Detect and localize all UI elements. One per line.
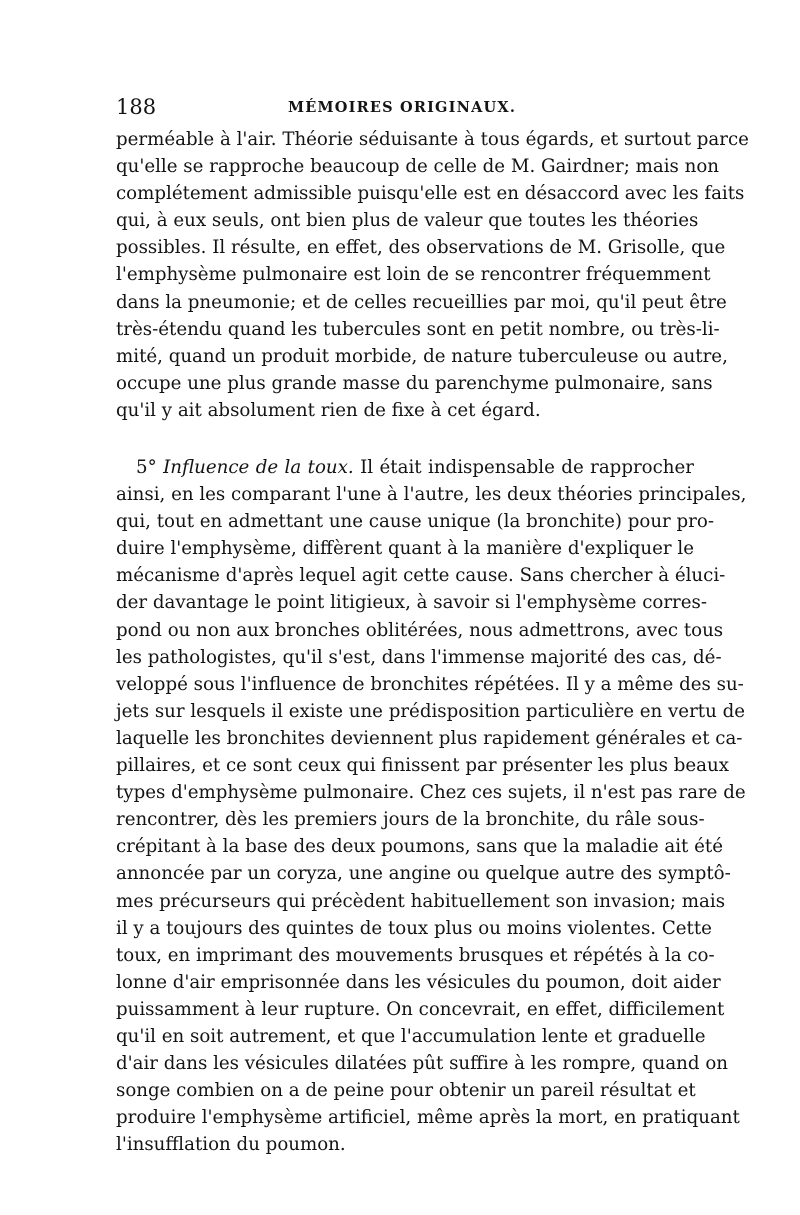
text-line: les pathologistes, qu'il s'est, dans l'immense majorité des cas, dé- — [116, 646, 722, 668]
text-line: très-étendu quand les tubercules sont en petit nombre, ou très-li- — [116, 318, 720, 340]
text-line: veloppé sous l'influence de bronchites répétées. Il y a même des su- — [116, 673, 744, 695]
text-line: qui, à eux seuls, ont bien plus de valeur que toutes les théories — [116, 210, 699, 232]
section-heading: Influence de la toux. — [163, 457, 354, 478]
text-line: occupe une plus grande masse du parenchyme pulmonaire, sans — [116, 372, 713, 394]
text-line: rencontrer, dès les premiers jours de la bronchite, du râle sous- — [116, 809, 705, 831]
section-first-line-text: Il était indispensable de rapprocher — [360, 457, 694, 478]
page-number: 188 — [116, 95, 157, 119]
text-line: songe combien on a de peine pour obtenir un pareil résultat et — [116, 1080, 696, 1102]
section-first-line — [116, 454, 694, 481]
text-line: laquelle les bronchites deviennent plus rapidement générales et ca- — [116, 727, 743, 749]
text-line: lonne d'air emprisonnée dans les vésicules du poumon, doit aider — [116, 971, 721, 993]
paragraph-2 — [116, 454, 747, 1158]
text-line: pond ou non aux bronches oblitérées, nous admettrons, avec tous — [116, 619, 724, 641]
text-line: ainsi, en les comparant l'une à l'autre, les deux théories principales, — [116, 484, 747, 506]
text-line: il y a toujours des quintes de toux plus ou moins violentes. Cette — [116, 917, 712, 939]
running-head — [116, 93, 696, 123]
text-line: l'insufflation du poumon. — [116, 1134, 346, 1156]
text-line: der davantage le point litigieux, à savoir si l'emphysème corres- — [116, 592, 707, 614]
text-line: mes précurseurs qui précèdent habituellement son invasion; mais — [116, 890, 726, 912]
text-line: qu'il y ait absolument rien de fixe à cet égard. — [116, 399, 541, 421]
text-line: puissamment à leur rupture. On concevrait, en effet, difficilement — [116, 998, 725, 1020]
text-line: possibles. Il résulte, en effet, des observations de M. Grisolle, que — [116, 237, 726, 259]
text-line: qui, tout en admettant une cause unique (la bronchite) pour pro- — [116, 511, 714, 533]
text-line: produire l'emphysème artificiel, même après la mort, en pratiquant — [116, 1107, 740, 1129]
text-line: pillaires, et ce sont ceux qui finissent par présenter les plus beaux — [116, 755, 729, 777]
text-line: mité, quand un produit morbide, de nature tuberculeuse ou autre, — [116, 345, 728, 367]
text-line: annoncée par un coryza, une angine ou quelque autre des symptô- — [116, 863, 731, 885]
running-title: MÉMOIRES ORIGINAUX. — [288, 99, 517, 116]
text-line: jets sur lesquels il existe une prédisposition particulière en vertu de — [116, 700, 745, 722]
text-line: mécanisme d'après lequel agit cette cause. Sans chercher à éluci- — [116, 565, 726, 587]
text-line: l'emphysème pulmonaire est loin de se rencontrer fréquemment — [116, 264, 711, 286]
text-line: complétement admissible puisqu'elle est en désaccord avec les faits — [116, 183, 745, 205]
text-line: crépitant à la base des deux poumons, sans que la maladie ait été — [116, 836, 723, 858]
text-line: toux, en imprimant des mouvements brusques et répétés à la co- — [116, 944, 715, 966]
text-line: qu'il en soit autrement, et que l'accumulation lente et graduelle — [116, 1025, 706, 1047]
text-line: dans la pneumonie; et de celles recueillies par moi, qu'il peut être — [116, 291, 727, 313]
text-line: duire l'emphysème, diffèrent quant à la manière d'expliquer le — [116, 538, 694, 560]
text-line: d'air dans les vésicules dilatées pût suffire à les rompre, quand on — [116, 1053, 728, 1075]
text-line: qu'elle se rapproche beaucoup de celle de M. Gairdner; mais non — [116, 156, 720, 178]
text-line: types d'emphysème pulmonaire. Chez ces sujets, il n'est pas rare de — [116, 782, 746, 804]
paragraph-1 — [116, 126, 749, 424]
text-line: perméable à l'air. Théorie séduisante à tous égards, et surtout parce — [116, 129, 749, 150]
section-number: 5° — [136, 457, 157, 478]
